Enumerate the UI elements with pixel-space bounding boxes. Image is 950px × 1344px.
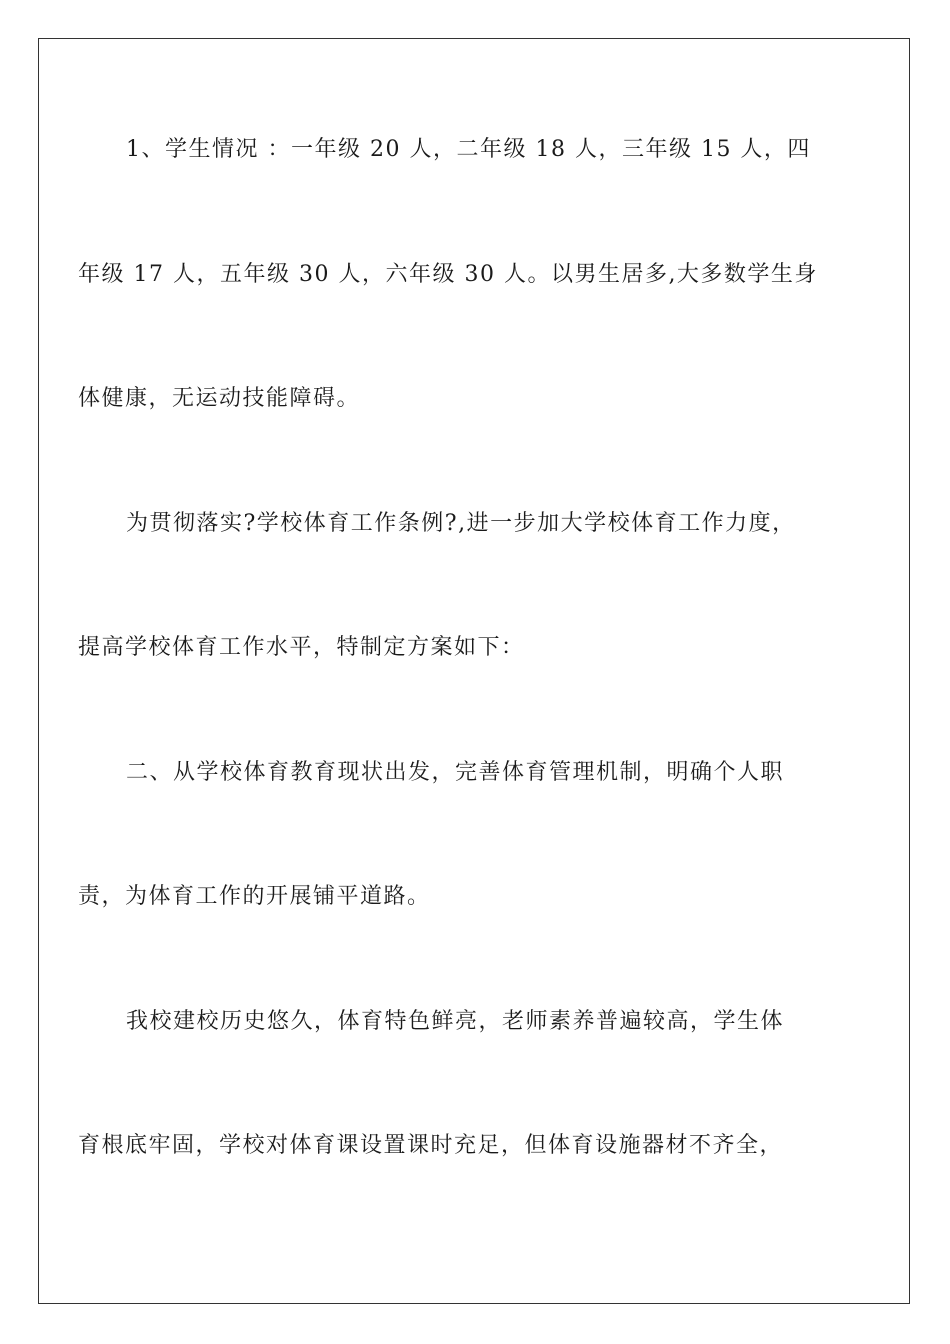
text-line: 育根底牢固，学校对体育课设置课时充足，但体育设施器材不齐全， [78, 1133, 784, 1158]
paragraph-student-situation [78, 88, 818, 462]
text-line: 体健康，无运动技能障碍。 [78, 386, 361, 411]
text-line: 二、从学校体育教育现状出发，完善体育管理机制，明确个人职 [126, 759, 785, 785]
paragraph-purpose [78, 462, 798, 711]
text-line: 提高学校体育工作水平，特制定方案如下： [78, 635, 525, 660]
top-margin [78, 0, 798, 88]
document-body [78, 0, 818, 1209]
text-line: 年级 17 人，五年级 30 人，六年级 30 人。以男生居多,大多数学生身 [78, 261, 818, 287]
text-line: 为贯彻落实?学校体育工作条例?,进一步加大学校体育工作力度， [126, 510, 796, 536]
paragraph-school-history [78, 960, 798, 1209]
paragraph-section-two [78, 711, 798, 960]
text-line: 1、学生情况 ：一年级 20 人，二年级 18 人，三年级 15 人，四 [126, 137, 811, 162]
text-line: 责，为体育工作的开展铺平道路。 [78, 884, 431, 909]
text-line: 我校建校历史悠久，体育特色鲜亮，老师素养普遍较高，学生体 [126, 1008, 785, 1034]
